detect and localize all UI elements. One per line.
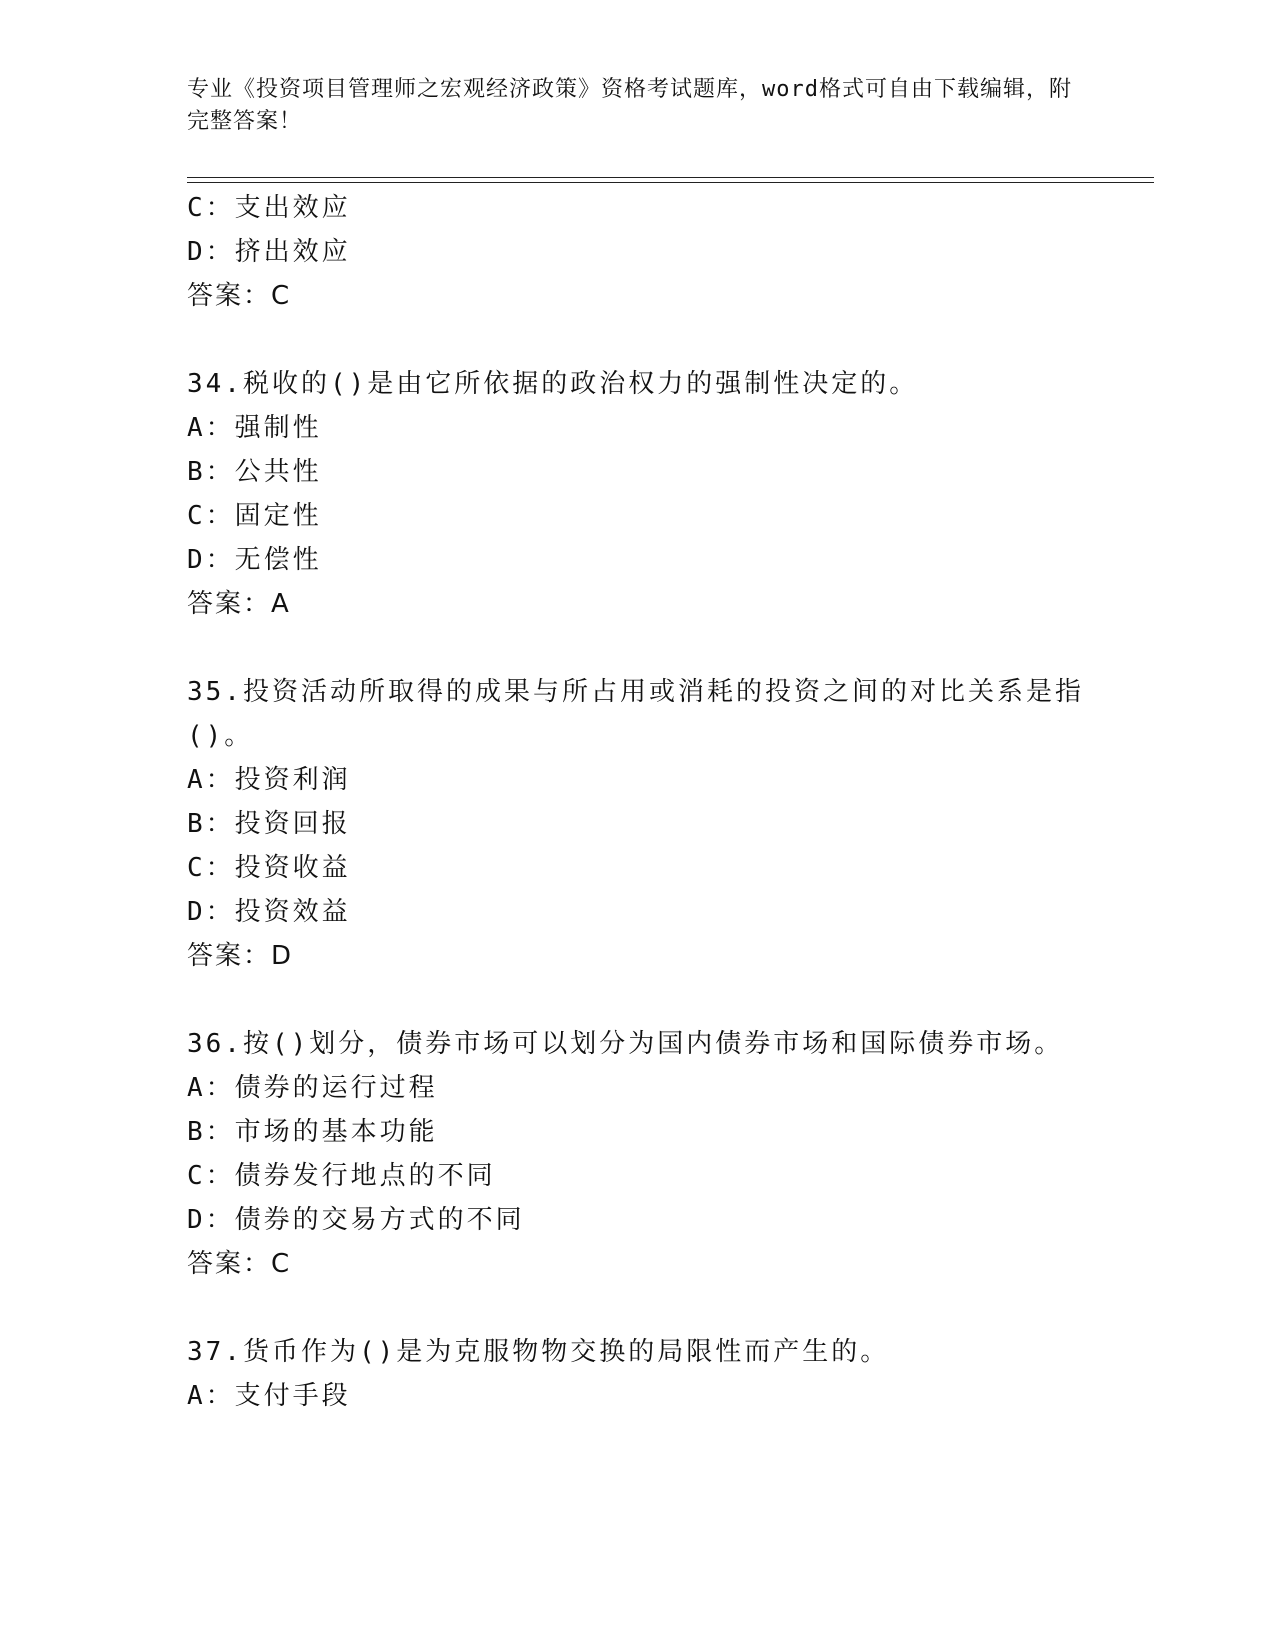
q36-answer: 答案：C	[187, 1249, 292, 1279]
q35-option-d: D：投资效益	[187, 897, 351, 927]
header-divider-bottom	[187, 182, 1154, 183]
q36-option-a: A：债券的运行过程	[187, 1073, 438, 1103]
q34-option-b: B：公共性	[187, 457, 322, 487]
question-35-line2: ()。	[187, 721, 254, 751]
question-36: 36.按()划分，债券市场可以划分为国内债券市场和国际债券市场。	[187, 1029, 1064, 1059]
q34-option-d: D：无偿性	[187, 545, 322, 575]
option-d: D：挤出效应	[187, 237, 351, 267]
q37-option-a: A：支付手段	[187, 1381, 351, 1411]
q35-option-c: C：投资收益	[187, 853, 351, 883]
answer: 答案：C	[187, 281, 292, 311]
q35-answer: 答案：D	[187, 941, 294, 971]
q36-option-b: B：市场的基本功能	[187, 1117, 438, 1147]
q34-answer: 答案：A	[187, 589, 291, 619]
q34-option-a: A：强制性	[187, 413, 322, 443]
q35-option-b: B：投资回报	[187, 809, 351, 839]
q36-option-d: D：债券的交易方式的不同	[187, 1205, 525, 1235]
document-header: 专业《投资项目管理师之宏观经济政策》资格考试题库，word格式可自由下载编辑，附完整答案！	[187, 77, 1072, 134]
option-c: C：支出效应	[187, 193, 351, 223]
header-divider-top	[187, 177, 1154, 178]
question-35-line1: 35.投资活动所取得的成果与所占用或消耗的投资之间的对比关系是指	[187, 677, 1084, 707]
q34-option-c: C：固定性	[187, 501, 322, 531]
q35-option-a: A：投资利润	[187, 765, 351, 795]
q36-option-c: C：债券发行地点的不同	[187, 1161, 496, 1191]
question-37: 37.货币作为()是为克服物物交换的局限性而产生的。	[187, 1337, 890, 1367]
question-34: 34.税收的()是由它所依据的政治权力的强制性决定的。	[187, 369, 919, 399]
